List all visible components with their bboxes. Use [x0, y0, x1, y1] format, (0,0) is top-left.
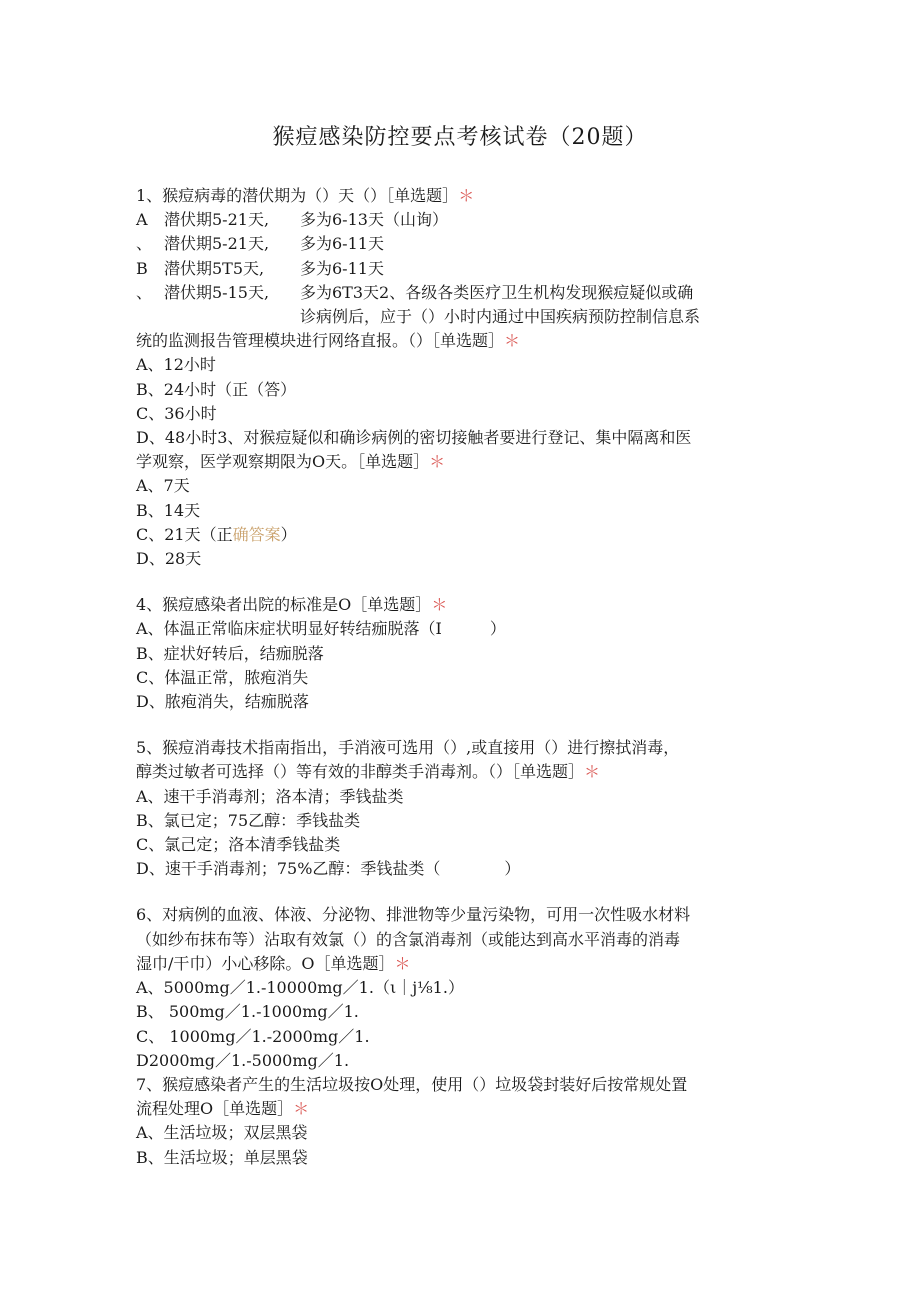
option-text-cont: 多为6-11天 — [300, 234, 384, 254]
option-text-cont: 多为6-11天 — [300, 258, 384, 278]
question-4-option-c[interactable]: C、体温正常，脓疱消失 — [136, 667, 309, 687]
required-mark: ＊ — [504, 331, 521, 351]
question-3-stem-cont — [136, 450, 786, 474]
question-4-stem — [136, 593, 786, 617]
question-5-option-d[interactable]: D、速干手消毒剂；75%乙醇：季钱盐类（ ） — [136, 859, 521, 879]
required-mark: ＊ — [394, 953, 411, 973]
question-2-stem-cont — [136, 329, 786, 353]
question-3-option-a[interactable]: A、7天 — [136, 476, 190, 496]
option-marker: 、 — [136, 282, 153, 302]
required-mark: ＊ — [584, 762, 601, 782]
question-6-option-c[interactable]: C、 1000mg／1.-2000mg／1. — [136, 1026, 370, 1046]
option-text: 潜伏期5T5天, — [164, 258, 265, 278]
question-stem-text: 4、猴痘感染者出院的标准是O［单选题］ — [136, 595, 432, 615]
required-mark: ＊ — [429, 452, 446, 472]
question-stem-text: 1、猴痘病毒的潜伏期为（）天（）［单选题］ — [136, 186, 459, 205]
exam-body — [136, 184, 786, 1170]
question-stem-text: 统的监测报告管理模块进行网络直报。（）［单选题］ — [136, 331, 505, 351]
question-1-option[interactable] — [136, 232, 786, 256]
question-6-stem-cont — [136, 952, 786, 976]
option-text: 潜伏期5-21天, — [164, 234, 270, 254]
required-mark: ＊ — [431, 595, 448, 615]
question-1-option[interactable] — [136, 208, 786, 232]
question-6-option-d[interactable]: D2000mg／1.-5000mg／1. — [136, 1050, 350, 1070]
question-6-stem-cont: （如纱布抹布等）沾取有效氯（）的含氯消毒剂（或能达到高水平消毒的消毒 — [136, 929, 681, 949]
option-marker: B — [136, 258, 148, 278]
question-5-option-b[interactable]: B、氯已定；75乙醇：季钱盐类 — [136, 810, 361, 830]
required-mark: ＊ — [293, 1099, 310, 1119]
question-7-option-a[interactable]: A、生活垃圾；双层黑袋 — [136, 1123, 308, 1143]
question-6-stem: 6、对病例的血液、体液、分泌物、排泄物等少量污染物，可用一次性吸水材料 — [136, 905, 691, 925]
question-5-option-a[interactable]: A、速干手消毒剂；洛本清；季钱盐类 — [136, 786, 404, 806]
option-marker: A — [136, 210, 148, 230]
question-3-option-b[interactable]: B、14天 — [136, 500, 201, 520]
question-6-option-b[interactable]: B、 500mg／1.-1000mg／1. — [136, 1002, 359, 1022]
question-4-option-b[interactable]: B、症状好转后，结痂脱落 — [136, 643, 324, 663]
question-stem-text: 湿巾/干巾）小心移除。O［单选题］ — [136, 953, 395, 973]
question-7-option-b[interactable]: B、生活垃圾；单层黑袋 — [136, 1147, 308, 1167]
question-stem-text: 学观察，医学观察期限为O天。［单选题］ — [136, 452, 430, 472]
question-stem-text: 醇类过敏者可选择（）等有效的非醇类手消毒剂。（）［单选题］ — [136, 762, 585, 782]
question-4-option-d[interactable]: D、脓疱消失，结痂脱落 — [136, 692, 309, 712]
option-text-cont: 多为6-13天（山询） — [300, 210, 448, 230]
correct-answer-hint: 确答案 — [232, 524, 281, 544]
option-marker: 、 — [136, 234, 153, 254]
question-2-option-c[interactable]: C、36小时 — [136, 403, 217, 423]
question-6-option-a[interactable]: A、5000mg／1.-10000mg／1.（ι｜j⅛1.） — [136, 978, 464, 998]
option-text-end: ） — [280, 524, 297, 544]
question-2-option-d[interactable]: D、48小时3、对猴痘疑似和确诊病例的密切接触者要进行登记、集中隔离和医 — [136, 428, 692, 448]
question-7-stem-cont — [136, 1097, 786, 1121]
question-2-option-b[interactable]: B、24小时（正（答） — [136, 379, 297, 399]
question-5-stem: 5、猴痘消毒技术指南指出，手消液可选用（）,或直接用（）进行擦拭消毒， — [136, 738, 680, 758]
question-1-stem — [136, 184, 786, 208]
question-5-option-c[interactable]: C、氯己定；洛本清季钱盐类 — [136, 835, 341, 855]
option-text-cont: 多为6T3天2、各级各类医疗卫生机构发现猴痘疑似或确 — [300, 282, 694, 302]
question-2-stem-cont: 诊病例后，应于（）小时内通过中国疾病预防控制信息系 — [300, 307, 701, 327]
question-3-option-c[interactable] — [136, 523, 786, 547]
required-mark: ＊ — [458, 186, 475, 205]
question-3-option-d[interactable]: D、28天 — [136, 549, 202, 569]
option-text: C、21天（正 — [136, 524, 233, 544]
option-text: 潜伏期5-21天, — [164, 210, 270, 230]
question-1-option[interactable] — [136, 257, 786, 281]
question-5-stem-cont — [136, 760, 786, 784]
question-7-stem: 7、猴痘感染者产生的生活垃圾按O处理，使用（）垃圾袋封装好后按常规处置 — [136, 1074, 688, 1094]
question-4-option-a[interactable]: A、体温正常临床症状明显好转结痂脱落（I ） — [136, 619, 506, 639]
question-1-option[interactable] — [136, 281, 786, 305]
question-2-option-a[interactable]: A、12小时 — [136, 355, 216, 375]
page-title: 猴痘感染防控要点考核试卷（20题） — [272, 125, 648, 150]
option-text: 潜伏期5-15天, — [164, 282, 270, 302]
question-stem-text: 流程处理O［单选题］ — [136, 1099, 294, 1119]
